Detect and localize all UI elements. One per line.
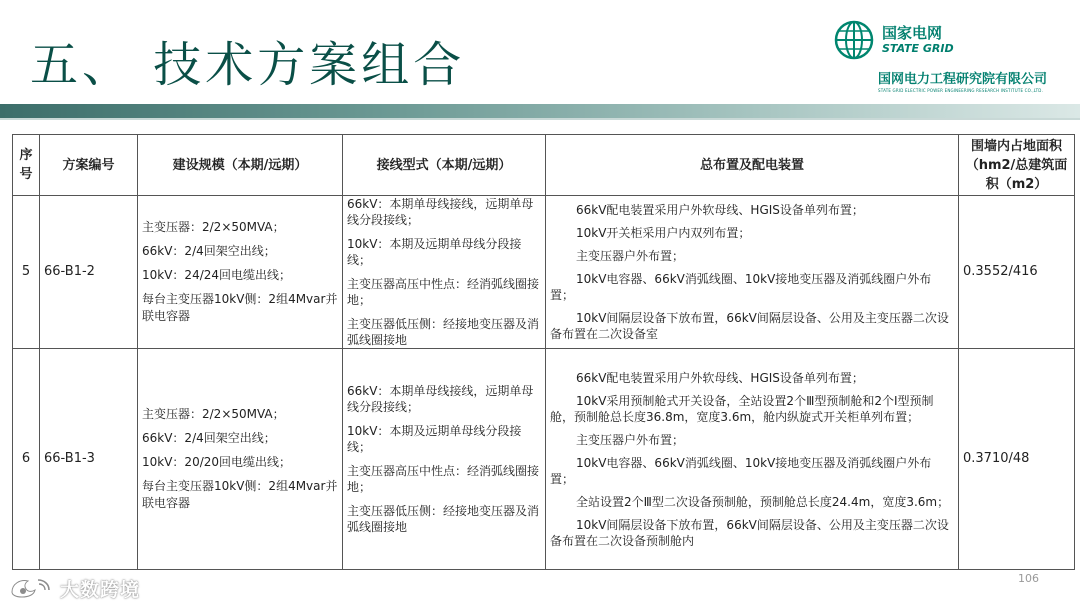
layout-line: 66kV配电装置采用户外软母线、HGIS设备单列布置； — [576, 203, 864, 217]
wiring-line: 主变压器低压侧：经接地变压器及消弧线圈接地 — [347, 317, 540, 347]
cell-no: 5 — [13, 196, 40, 349]
page-title: 五、 技术方案组合 — [30, 37, 466, 93]
header-scale: 建设规模（本期/远期） — [138, 135, 343, 196]
scale-line: 10kV：24/24回电缆出线； — [142, 268, 292, 282]
layout-line: 10kV电容器、66kV消弧线圈、10kV接地变压器及消弧线圈户外布置； — [550, 272, 932, 302]
table-header-row — [13, 135, 1075, 196]
cell-no: 6 — [13, 349, 40, 570]
table-row — [13, 196, 1075, 349]
header-wiring: 接线型式（本期/远期） — [343, 135, 546, 196]
scale-line: 10kV：20/20回电缆出线； — [142, 455, 292, 469]
header-area: 围墙内占地面积（hm2/总建筑面积（m2） — [959, 135, 1075, 196]
header-layout: 总布置及配电装置 — [546, 135, 959, 196]
scale-line: 主变压器：2/2×50MVA； — [142, 407, 285, 421]
watermark-text: 大数跨境 — [60, 579, 141, 601]
cell-wiring — [343, 349, 546, 570]
layout-line: 10kV间隔层设备下放布置，66kV间隔层设备、公用及主变压器二次设备布置在二次设备预制舱内 — [550, 517, 949, 548]
cell-wiring — [343, 196, 546, 349]
cell-area: 0.3552/416 — [959, 196, 1075, 349]
layout-line: 10kV采用预制舱式开关设备，全站设置2个Ⅲ型预制舱和2个Ⅰ型预制舱，预制舱总长度36.8m，宽度3.6m，舱内纵旋式开关柜单列布置； — [550, 393, 934, 424]
page-number: 106 — [1018, 572, 1039, 585]
brand-block — [832, 20, 1072, 100]
wiring-line: 66kV：本期单母线接线，远期单母线分段接线； — [347, 197, 534, 227]
scale-line: 66kV：2/4回架空出线； — [142, 244, 276, 258]
scale-line: 每台主变压器10kV侧：2组4Mvar并联电容器 — [142, 292, 338, 323]
weibo-eye-icon — [8, 576, 54, 598]
wiring-line: 10kV：本期及远期单母线分段接线； — [347, 424, 522, 454]
wiring-line: 主变压器高压中性点：经消弧线圈接地； — [347, 277, 540, 307]
layout-line: 10kV间隔层设备下放布置，66kV间隔层设备、公用及主变压器二次设备布置在二次设备室 — [550, 311, 949, 341]
cell-area: 0.3710/48 — [959, 349, 1075, 570]
state-grid-globe-icon — [834, 20, 874, 60]
header-band — [0, 104, 1080, 118]
layout-line: 主变压器户外布置； — [576, 249, 685, 263]
layout-line: 主变压器户外布置； — [576, 432, 685, 447]
wiring-line: 主变压器低压侧：经接地变压器及消弧线圈接地 — [347, 504, 540, 534]
scale-line: 66kV：2/4回架空出线； — [142, 431, 276, 445]
brand-name-en: STATE GRID — [882, 42, 954, 55]
header-no: 序号 — [13, 135, 40, 196]
layout-line: 66kV配电装置采用户外软母线、HGIS设备单列布置； — [576, 370, 864, 385]
cell-scale — [138, 349, 343, 570]
header-code: 方案编号 — [40, 135, 138, 196]
cell-layout — [546, 196, 959, 349]
table-row — [13, 349, 1075, 570]
plan-table — [12, 134, 1075, 570]
layout-line: 全站设置2个Ⅲ型二次设备预制舱，预制舱总长度24.4m，宽度3.6m； — [576, 494, 950, 509]
layout-line: 10kV电容器、66kV消弧线圈、10kV接地变压器及消弧线圈户外布置； — [550, 455, 932, 486]
wiring-line: 10kV：本期及远期单母线分段接线； — [347, 237, 522, 267]
layout-line: 10kV开关柜采用户内双列布置； — [576, 226, 751, 240]
brand-name-cn: 国家电网 — [882, 24, 943, 42]
cell-code: 66-B1-3 — [40, 349, 138, 570]
cell-scale — [138, 196, 343, 349]
scale-line: 每台主变压器10kV侧：2组4Mvar并联电容器 — [142, 479, 338, 510]
wiring-line: 主变压器高压中性点：经消弧线圈接地； — [347, 464, 540, 494]
cell-layout — [546, 349, 959, 570]
institute-name-en: STATE GRID ELECTRIC POWER ENGINEERING RESEARCH INSTITUTE CO.,LTD. — [878, 88, 1044, 93]
cell-code: 66-B1-2 — [40, 196, 138, 349]
wiring-line: 66kV：本期单母线接线，远期单母线分段接线； — [347, 384, 534, 414]
institute-name: 国网电力工程研究院有限公司 — [878, 72, 1048, 87]
scale-line: 主变压器：2/2×50MVA； — [142, 220, 285, 234]
header-divider — [0, 118, 1080, 120]
